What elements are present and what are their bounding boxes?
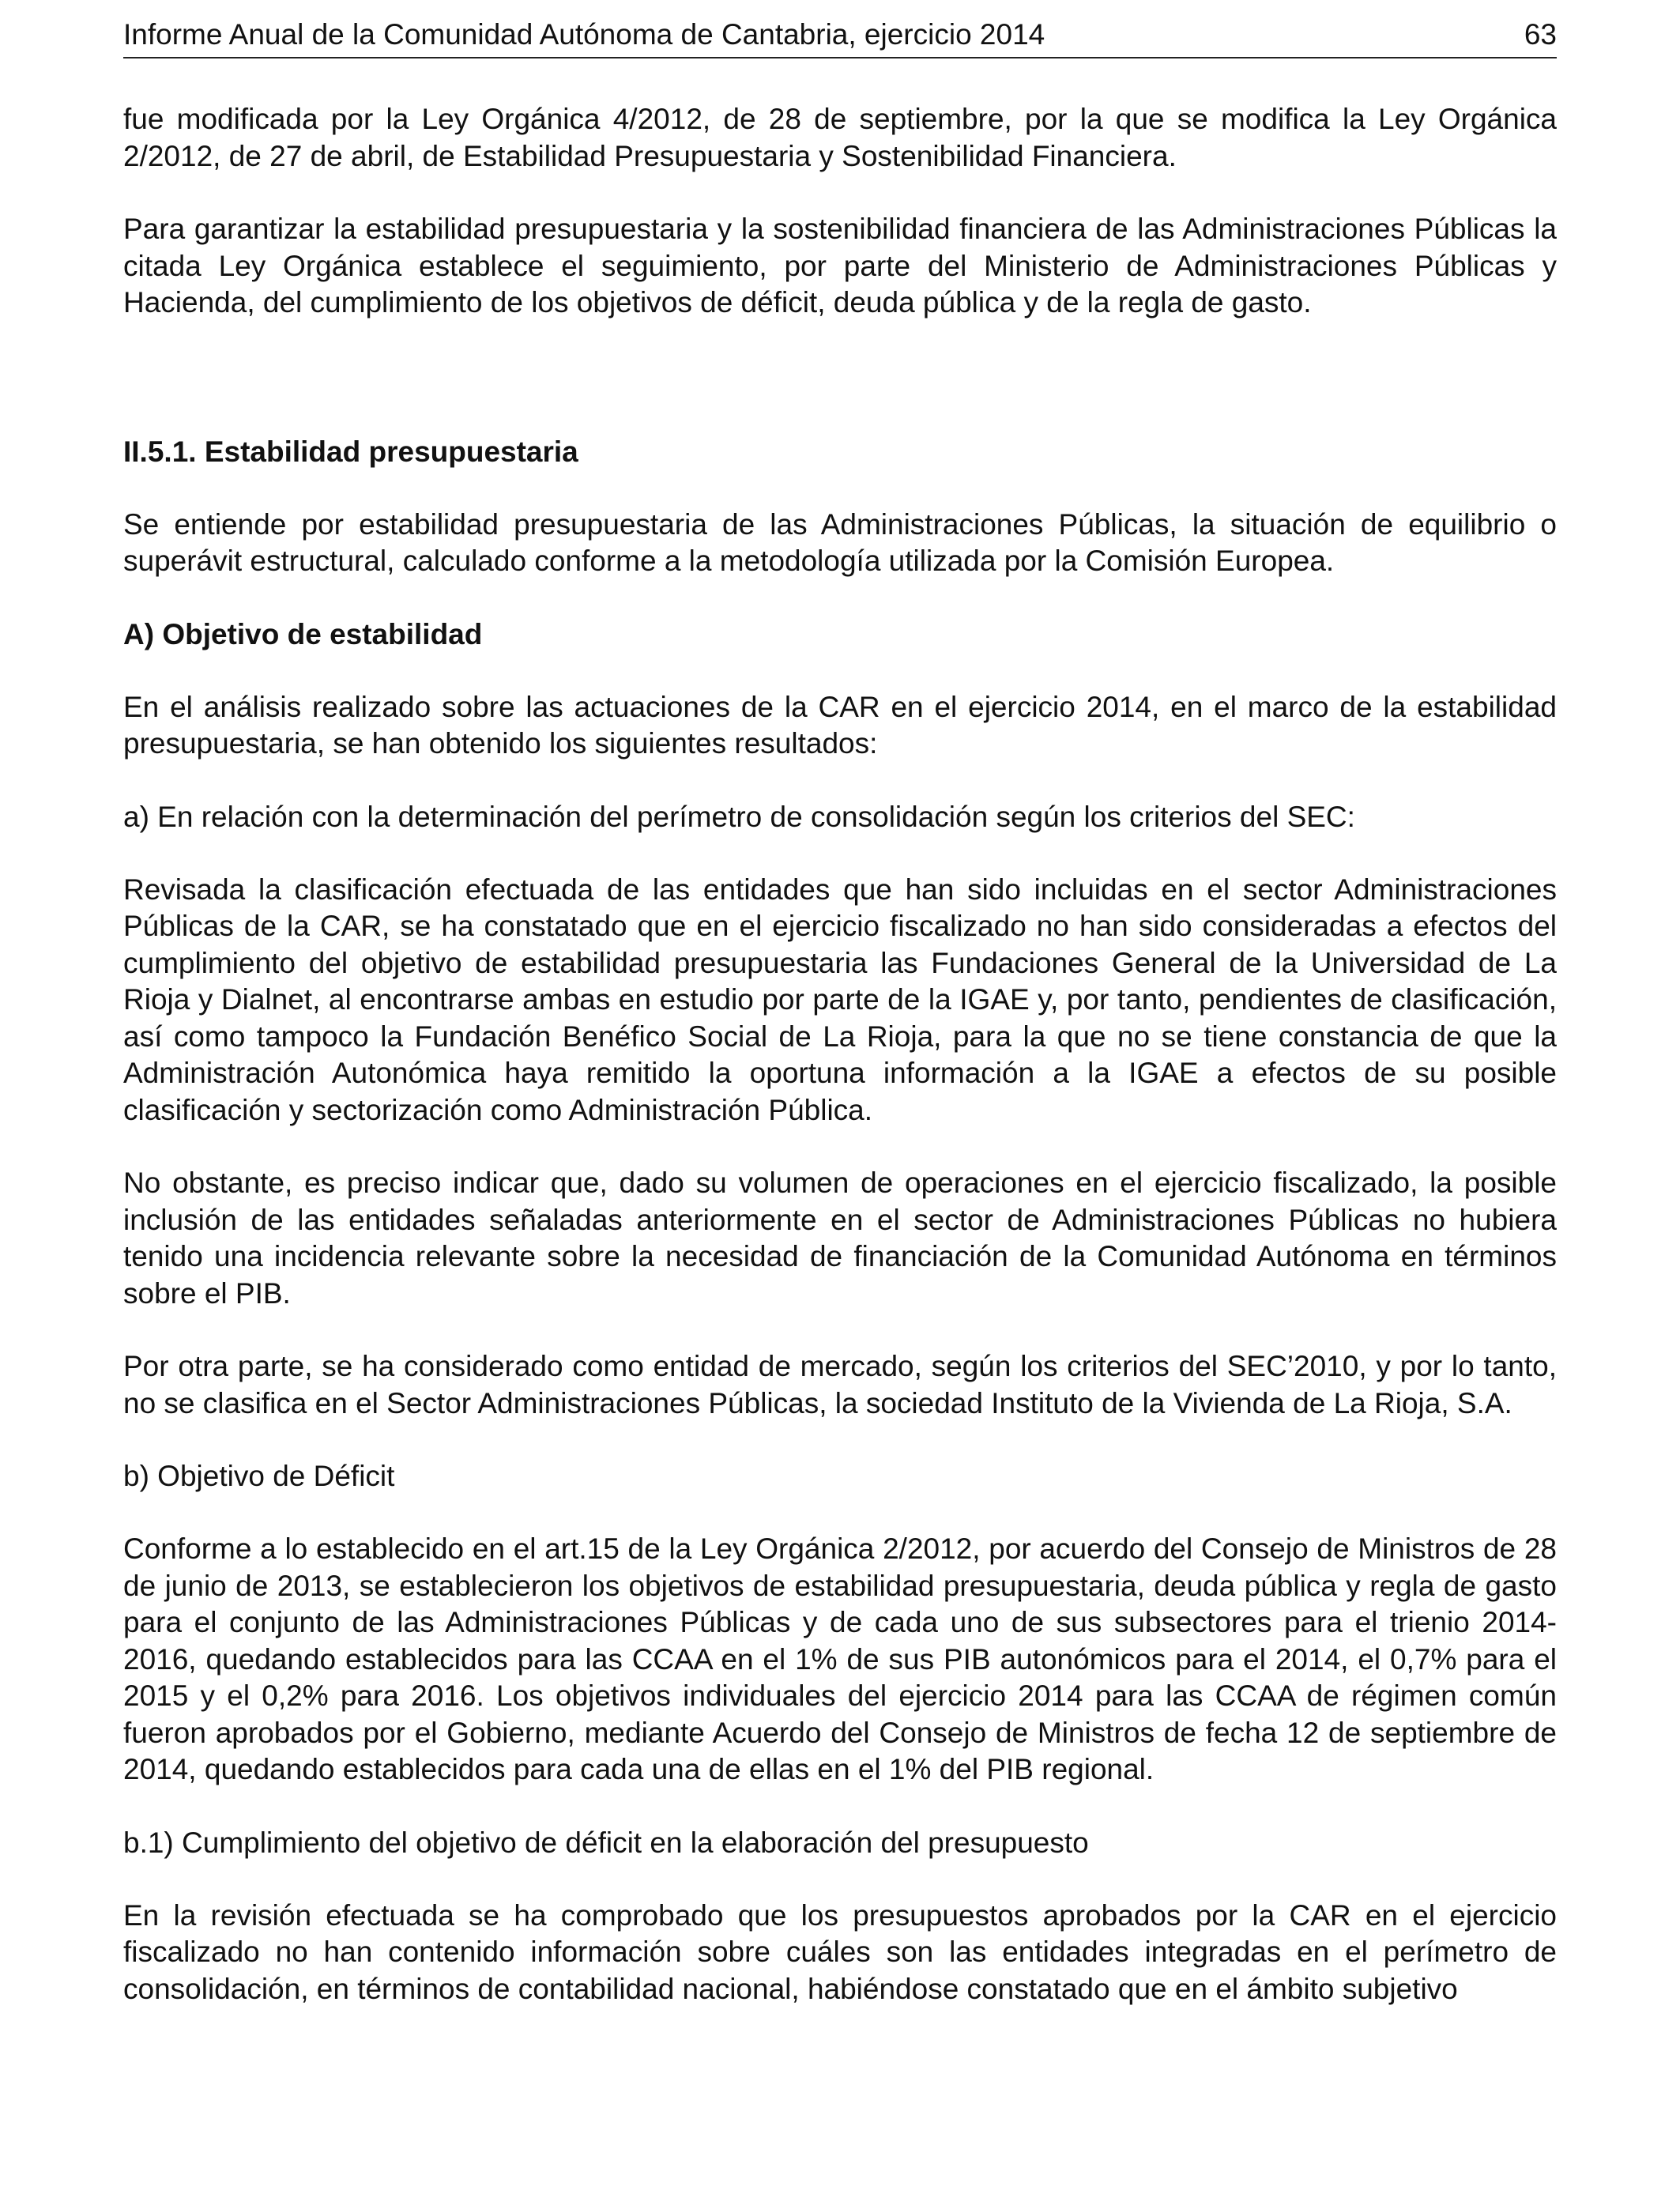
paragraph-notwithstanding: No obstante, es preciso indicar que, dado su volumen de operaciones en el ejercicio fiscalizado, la posible inclusión de las entidades señaladas anteriormente en el sector de Administraciones Públicas no hubiera tenido una incidencia relevante sobre la necesidad de financiación de la Comunidad Autónoma en términos sobre el PIB. <box>123 1167 1557 1310</box>
subsection-heading-a: A) Objetivo de estabilidad <box>123 617 483 650</box>
paragraph-market-entity: Por otra parte, se ha considerado como entidad de mercado, según los criterios del SEC’2010, y por lo tanto, no se clasifica en el Sector Administraciones Públicas, la sociedad Instituto de la Vivienda de La Rioja, S.A. <box>123 1350 1557 1419</box>
paragraph-classification-review: Revisada la clasificación efectuada de las entidades que han sido incluidas en el sector Administraciones Públicas de la CAR, se ha constatado que en el ejercicio fiscalizado no han sido consideradas a efectos del cumplimiento del objetivo de estabilidad presupuestaria las Fundaciones General de la Universidad de La Rioja y Dialnet, al encontrarse ambas en estudio por parte de la IGAE y, por tanto, pendientes de clasificación, así como tampoco la Fundación Benéfico Social de La Rioja, para la que no se tiene constancia de que la Administración Autonómica haya remitido la oportuna información a la IGAE a efectos de su posible clasificación y sectorización como Administración Pública. <box>123 873 1557 1126</box>
document-page <box>123 0 1557 2044</box>
item-heading-b1: b.1) Cumplimiento del objetivo de déficit en la elaboración del presupuesto <box>123 1826 1089 1859</box>
page-content <box>123 58 1557 2007</box>
paragraph-stability-definition: Se entiende por estabilidad presupuestaria de las Administraciones Públicas, la situación de equilibrio o superávit estructural, calculado conforme a la metodología utilizada por la Comisión Europea. <box>123 507 1557 577</box>
item-heading-a: a) En relación con la determinación del perímetro de consolidación según los criterios del SEC: <box>123 800 1355 833</box>
paragraph-budget-review: En la revisión efectuada se ha comprobado que los presupuestos aprobados por la CAR en el ejercicio fiscalizado no han contenido información sobre cuáles son las entidades integradas en el perímetro de consolidación, en términos de contabilidad nacional, habiéndose constatado que en el ámbito subjetivo <box>123 1898 1557 2005</box>
page-number: 63 <box>1524 18 1557 51</box>
paragraph-analysis-results: En el análisis realizado sobre las actuaciones de la CAR en el ejercicio 2014, en el marco de la estabilidad presupuestaria, se han obtenido los siguientes resultados: <box>123 690 1557 760</box>
header-title: Informe Anual de la Comunidad Autónoma de Cantabria, ejercicio 2014 <box>123 18 1045 51</box>
page-header <box>123 0 1557 58</box>
spacer <box>123 358 1557 434</box>
section-heading: II.5.1. Estabilidad presupuestaria <box>123 435 578 468</box>
paragraph-stability-guarantee: Para garantizar la estabilidad presupuestaria y la sostenibilidad financiera de las Administraciones Públicas la citada Ley Orgánica establece el seguimiento, por parte del Ministerio de Administraciones Públicas y Hacienda, del cumplimiento de los objetivos de déficit, deuda pública y de la regla de gasto. <box>123 213 1557 319</box>
paragraph-law-modification: fue modificada por la Ley Orgánica 4/2012, de 28 de septiembre, por la que se modifica la Ley Orgánica 2/2012, de 27 de abril, de Estabilidad Presupuestaria y Sostenibilidad Financiera. <box>123 103 1557 172</box>
paragraph-deficit-objective: Conforme a lo establecido en el art.15 de la Ley Orgánica 2/2012, por acuerdo del Consejo de Ministros de 28 de junio de 2013, se establecieron los objetivos de estabilidad presupuestaria, deuda pública y regla de gasto para el conjunto de las Administraciones Públicas y de cada uno de sus subsectores para el trienio 2014-2016, quedando establecidos para las CCAA en el 1% de sus PIB autonómicos para el 2014, el 0,7% para el 2015 y el 0,2% para 2016. Los objetivos individuales del ejercicio 2014 para las CCAA de régimen común fueron aprobados por el Gobierno, mediante Acuerdo del Consejo de Ministros de fecha 12 de septiembre de 2014, quedando establecidos para cada una de ellas en el 1% del PIB regional. <box>123 1532 1557 1785</box>
item-heading-b: b) Objetivo de Déficit <box>123 1460 395 1492</box>
